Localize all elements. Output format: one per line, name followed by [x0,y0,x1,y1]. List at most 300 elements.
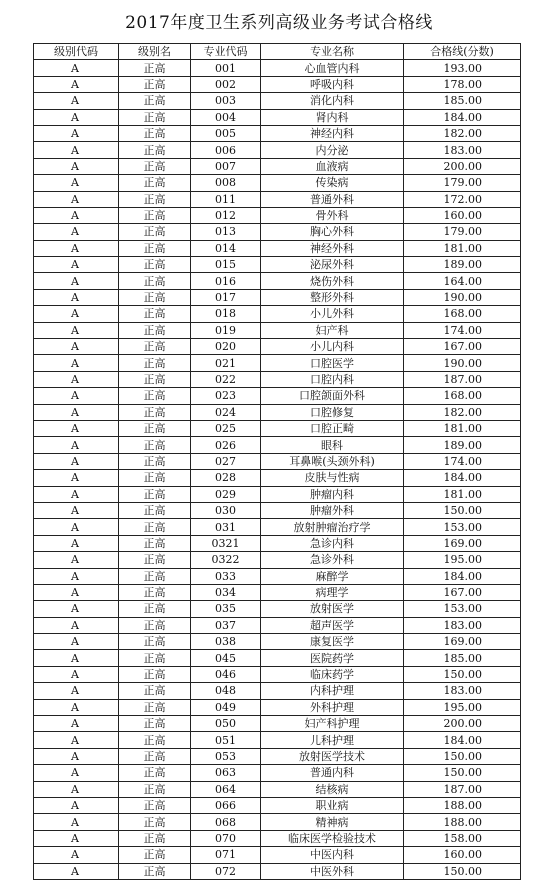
table-row [34,863,521,879]
table-row [34,683,521,699]
level-code-cell: A [34,617,119,633]
specialty-name-cell: 口腔正畸 [261,420,404,436]
level-name-cell: 正高 [119,355,191,371]
level-code-cell: A [34,355,119,371]
pass-score-cell: 184.00 [404,470,521,486]
level-name-cell: 正高 [119,388,191,404]
specialty-code-cell: 022 [191,371,261,387]
specialty-code-cell: 018 [191,306,261,322]
pass-score-cell: 160.00 [404,847,521,863]
specialty-code-cell: 072 [191,863,261,879]
pass-score-cell: 188.00 [404,797,521,813]
level-name-cell: 正高 [119,617,191,633]
specialty-code-cell: 001 [191,60,261,76]
specialty-name-cell: 内分泌 [261,142,404,158]
specialty-code-cell: 008 [191,175,261,191]
specialty-name-cell: 放射医学 [261,601,404,617]
pass-score-cell: 172.00 [404,191,521,207]
specialty-name-cell: 普通内科 [261,765,404,781]
pass-score-cell: 158.00 [404,830,521,846]
table-row [34,404,521,420]
level-code-cell: A [34,224,119,240]
specialty-code-cell: 035 [191,601,261,617]
header-level-name: 级别名 [119,44,191,60]
table-header-row [34,44,521,60]
level-code-cell: A [34,552,119,568]
pass-score-cell: 167.00 [404,339,521,355]
level-code-cell: A [34,93,119,109]
specialty-code-cell: 017 [191,289,261,305]
level-name-cell: 正高 [119,60,191,76]
pass-score-cell: 189.00 [404,437,521,453]
level-code-cell: A [34,289,119,305]
level-name-cell: 正高 [119,765,191,781]
pass-score-cell: 187.00 [404,371,521,387]
table-body [34,60,521,880]
specialty-code-cell: 024 [191,404,261,420]
level-name-cell: 正高 [119,453,191,469]
specialty-code-cell: 023 [191,388,261,404]
level-code-cell: A [34,470,119,486]
level-name-cell: 正高 [119,273,191,289]
specialty-code-cell: 038 [191,634,261,650]
table-row [34,519,521,535]
level-code-cell: A [34,797,119,813]
level-code-cell: A [34,453,119,469]
page-title: 2017年度卫生系列高级业务考试合格线 [125,13,433,33]
specialty-name-cell: 整形外科 [261,289,404,305]
level-name-cell: 正高 [119,601,191,617]
level-code-cell: A [34,699,119,715]
specialty-name-cell: 康复医学 [261,634,404,650]
level-code-cell: A [34,273,119,289]
level-name-cell: 正高 [119,568,191,584]
specialty-code-cell: 066 [191,797,261,813]
level-code-cell: A [34,634,119,650]
table-row [34,437,521,453]
specialty-name-cell: 神经外科 [261,240,404,256]
header-pass-score: 合格线(分数) [404,44,521,60]
table-row [34,634,521,650]
specialty-code-cell: 034 [191,584,261,600]
table-row [34,142,521,158]
level-name-cell: 正高 [119,650,191,666]
level-name-cell: 正高 [119,552,191,568]
level-name-cell: 正高 [119,306,191,322]
specialty-name-cell: 职业病 [261,797,404,813]
pass-score-cell: 189.00 [404,257,521,273]
pass-score-cell: 153.00 [404,519,521,535]
specialty-code-cell: 004 [191,109,261,125]
table-row [34,420,521,436]
pass-score-cell: 200.00 [404,158,521,174]
pass-score-cell: 169.00 [404,634,521,650]
level-name-cell: 正高 [119,863,191,879]
specialty-code-cell: 012 [191,207,261,223]
specialty-name-cell: 骨外科 [261,207,404,223]
header-specialty-name: 专业名称 [261,44,404,60]
specialty-code-cell: 007 [191,158,261,174]
level-code-cell: A [34,306,119,322]
specialty-code-cell: 027 [191,453,261,469]
table-row [34,240,521,256]
level-name-cell: 正高 [119,191,191,207]
specialty-name-cell: 口腔医学 [261,355,404,371]
pass-score-cell: 185.00 [404,650,521,666]
specialty-code-cell: 003 [191,93,261,109]
level-code-cell: A [34,109,119,125]
specialty-name-cell: 临床医学检验技术 [261,830,404,846]
table-row [34,191,521,207]
level-name-cell: 正高 [119,535,191,551]
table-row [34,109,521,125]
specialty-code-cell: 021 [191,355,261,371]
specialty-code-cell: 048 [191,683,261,699]
pass-score-cell: 150.00 [404,765,521,781]
pass-score-cell: 190.00 [404,289,521,305]
table-row [34,371,521,387]
specialty-code-cell: 0322 [191,552,261,568]
table-row [34,552,521,568]
specialty-code-cell: 002 [191,76,261,92]
pass-score-cell: 181.00 [404,420,521,436]
header-specialty-code: 专业代码 [191,44,261,60]
specialty-code-cell: 070 [191,830,261,846]
level-name-cell: 正高 [119,814,191,830]
level-code-cell: A [34,420,119,436]
table-row [34,453,521,469]
specialty-name-cell: 放射肿瘤治疗学 [261,519,404,535]
level-code-cell: A [34,683,119,699]
specialty-name-cell: 消化内科 [261,93,404,109]
level-name-cell: 正高 [119,76,191,92]
specialty-code-cell: 050 [191,716,261,732]
level-name-cell: 正高 [119,404,191,420]
specialty-code-cell: 016 [191,273,261,289]
pass-score-cell: 179.00 [404,175,521,191]
level-code-cell: A [34,388,119,404]
level-name-cell: 正高 [119,240,191,256]
pass-score-cell: 150.00 [404,502,521,518]
specialty-name-cell: 神经内科 [261,125,404,141]
specialty-name-cell: 妇产科护理 [261,716,404,732]
level-name-cell: 正高 [119,420,191,436]
specialty-name-cell: 医院药学 [261,650,404,666]
specialty-code-cell: 030 [191,502,261,518]
specialty-name-cell: 麻醉学 [261,568,404,584]
pass-score-cell: 174.00 [404,453,521,469]
level-name-cell: 正高 [119,781,191,797]
specialty-name-cell: 急诊内科 [261,535,404,551]
level-code-cell: A [34,404,119,420]
level-code-cell: A [34,76,119,92]
specialty-name-cell: 口腔颌面外科 [261,388,404,404]
level-name-cell: 正高 [119,142,191,158]
pass-score-cell: 200.00 [404,716,521,732]
table-row [34,125,521,141]
level-name-cell: 正高 [119,289,191,305]
pass-score-cell: 185.00 [404,93,521,109]
table-row [34,486,521,502]
level-code-cell: A [34,207,119,223]
table-row [34,617,521,633]
specialty-name-cell: 临床药学 [261,666,404,682]
specialty-name-cell: 口腔修复 [261,404,404,420]
pass-score-cell: 183.00 [404,683,521,699]
level-name-cell: 正高 [119,830,191,846]
table-row [34,207,521,223]
table-row [34,830,521,846]
pass-score-cell: 160.00 [404,207,521,223]
specialty-name-cell: 儿科护理 [261,732,404,748]
table-row [34,732,521,748]
level-name-cell: 正高 [119,158,191,174]
specialty-name-cell: 中医内科 [261,847,404,863]
level-code-cell: A [34,765,119,781]
specialty-name-cell: 小儿内科 [261,339,404,355]
specialty-name-cell: 超声医学 [261,617,404,633]
specialty-code-cell: 006 [191,142,261,158]
pass-score-cell: 195.00 [404,552,521,568]
level-name-cell: 正高 [119,797,191,813]
pass-score-cell: 168.00 [404,306,521,322]
table-row [34,76,521,92]
specialty-code-cell: 049 [191,699,261,715]
specialty-name-cell: 妇产科 [261,322,404,338]
pass-line-table [33,43,521,880]
specialty-name-cell: 外科护理 [261,699,404,715]
specialty-name-cell: 肿瘤内科 [261,486,404,502]
table-row [34,306,521,322]
specialty-name-cell: 心血管内科 [261,60,404,76]
table-row [34,224,521,240]
specialty-name-cell: 烧伤外科 [261,273,404,289]
table-row [34,814,521,830]
table-row [34,847,521,863]
pass-score-cell: 168.00 [404,388,521,404]
pass-score-cell: 174.00 [404,322,521,338]
table-row [34,289,521,305]
level-code-cell: A [34,732,119,748]
level-name-cell: 正高 [119,339,191,355]
pass-score-cell: 178.00 [404,76,521,92]
pass-score-cell: 184.00 [404,568,521,584]
level-code-cell: A [34,142,119,158]
table-row [34,797,521,813]
specialty-code-cell: 028 [191,470,261,486]
level-code-cell: A [34,125,119,141]
table-row [34,535,521,551]
table-row [34,339,521,355]
specialty-name-cell: 肿瘤外科 [261,502,404,518]
specialty-code-cell: 011 [191,191,261,207]
specialty-code-cell: 064 [191,781,261,797]
table-row [34,273,521,289]
specialty-name-cell: 放射医学技术 [261,748,404,764]
pass-score-cell: 169.00 [404,535,521,551]
level-name-cell: 正高 [119,634,191,650]
pass-score-cell: 182.00 [404,404,521,420]
level-code-cell: A [34,847,119,863]
table-row [34,765,521,781]
specialty-name-cell: 血液病 [261,158,404,174]
level-code-cell: A [34,748,119,764]
specialty-name-cell: 内科护理 [261,683,404,699]
pass-score-cell: 184.00 [404,732,521,748]
specialty-name-cell: 口腔内科 [261,371,404,387]
specialty-name-cell: 呼吸内科 [261,76,404,92]
level-code-cell: A [34,339,119,355]
level-name-cell: 正高 [119,683,191,699]
level-name-cell: 正高 [119,371,191,387]
pass-score-cell: 150.00 [404,666,521,682]
level-code-cell: A [34,257,119,273]
level-code-cell: A [34,781,119,797]
level-code-cell: A [34,584,119,600]
specialty-code-cell: 029 [191,486,261,502]
level-code-cell: A [34,568,119,584]
pass-score-cell: 164.00 [404,273,521,289]
pass-score-cell: 182.00 [404,125,521,141]
pass-score-cell: 193.00 [404,60,521,76]
specialty-code-cell: 015 [191,257,261,273]
table-row [34,584,521,600]
level-code-cell: A [34,716,119,732]
level-name-cell: 正高 [119,502,191,518]
specialty-code-cell: 051 [191,732,261,748]
level-code-cell: A [34,158,119,174]
level-name-cell: 正高 [119,470,191,486]
specialty-name-cell: 眼科 [261,437,404,453]
level-code-cell: A [34,519,119,535]
specialty-code-cell: 037 [191,617,261,633]
specialty-code-cell: 019 [191,322,261,338]
pass-score-cell: 181.00 [404,240,521,256]
level-code-cell: A [34,601,119,617]
level-name-cell: 正高 [119,748,191,764]
level-name-cell: 正高 [119,322,191,338]
specialty-name-cell: 病理学 [261,584,404,600]
table-row [34,601,521,617]
table-row [34,355,521,371]
specialty-name-cell: 胸心外科 [261,224,404,240]
level-name-cell: 正高 [119,207,191,223]
pass-score-cell: 167.00 [404,584,521,600]
table-row [34,699,521,715]
specialty-code-cell: 014 [191,240,261,256]
level-code-cell: A [34,240,119,256]
specialty-code-cell: 071 [191,847,261,863]
specialty-name-cell: 肾内科 [261,109,404,125]
table-row [34,257,521,273]
level-code-cell: A [34,830,119,846]
table-row [34,502,521,518]
specialty-code-cell: 005 [191,125,261,141]
pass-score-cell: 183.00 [404,142,521,158]
level-name-cell: 正高 [119,175,191,191]
level-name-cell: 正高 [119,699,191,715]
pass-score-cell: 150.00 [404,863,521,879]
table-row [34,322,521,338]
level-name-cell: 正高 [119,109,191,125]
table-row [34,568,521,584]
level-code-cell: A [34,437,119,453]
specialty-name-cell: 小儿外科 [261,306,404,322]
specialty-name-cell: 精神病 [261,814,404,830]
specialty-code-cell: 033 [191,568,261,584]
table-row [34,93,521,109]
specialty-name-cell: 中医外科 [261,863,404,879]
table-row [34,60,521,76]
table-row [34,158,521,174]
level-code-cell: A [34,371,119,387]
specialty-name-cell: 普通外科 [261,191,404,207]
pass-score-cell: 183.00 [404,617,521,633]
specialty-code-cell: 046 [191,666,261,682]
level-name-cell: 正高 [119,257,191,273]
specialty-name-cell: 皮肤与性病 [261,470,404,486]
level-code-cell: A [34,175,119,191]
pass-score-cell: 188.00 [404,814,521,830]
table-row [34,666,521,682]
level-code-cell: A [34,863,119,879]
specialty-code-cell: 031 [191,519,261,535]
pass-score-cell: 181.00 [404,486,521,502]
specialty-name-cell: 传染病 [261,175,404,191]
pass-score-cell: 195.00 [404,699,521,715]
level-name-cell: 正高 [119,847,191,863]
level-name-cell: 正高 [119,666,191,682]
level-name-cell: 正高 [119,732,191,748]
table-row [34,650,521,666]
level-code-cell: A [34,666,119,682]
table-row [34,470,521,486]
specialty-name-cell: 泌尿外科 [261,257,404,273]
level-name-cell: 正高 [119,716,191,732]
level-name-cell: 正高 [119,584,191,600]
pass-score-cell: 153.00 [404,601,521,617]
pass-score-cell: 187.00 [404,781,521,797]
table-row [34,175,521,191]
specialty-code-cell: 045 [191,650,261,666]
level-code-cell: A [34,191,119,207]
specialty-code-cell: 025 [191,420,261,436]
table-row [34,388,521,404]
level-name-cell: 正高 [119,519,191,535]
level-code-cell: A [34,322,119,338]
level-code-cell: A [34,650,119,666]
specialty-name-cell: 急诊外科 [261,552,404,568]
level-code-cell: A [34,60,119,76]
specialty-code-cell: 063 [191,765,261,781]
specialty-code-cell: 020 [191,339,261,355]
header-level-code: 级别代码 [34,44,119,60]
specialty-name-cell: 结核病 [261,781,404,797]
level-name-cell: 正高 [119,125,191,141]
level-code-cell: A [34,814,119,830]
level-name-cell: 正高 [119,437,191,453]
specialty-name-cell: 耳鼻喉(头颈外科) [261,453,404,469]
level-code-cell: A [34,486,119,502]
pass-score-cell: 179.00 [404,224,521,240]
level-code-cell: A [34,502,119,518]
level-name-cell: 正高 [119,93,191,109]
level-code-cell: A [34,535,119,551]
pass-score-cell: 184.00 [404,109,521,125]
specialty-code-cell: 013 [191,224,261,240]
specialty-code-cell: 026 [191,437,261,453]
table-row [34,781,521,797]
